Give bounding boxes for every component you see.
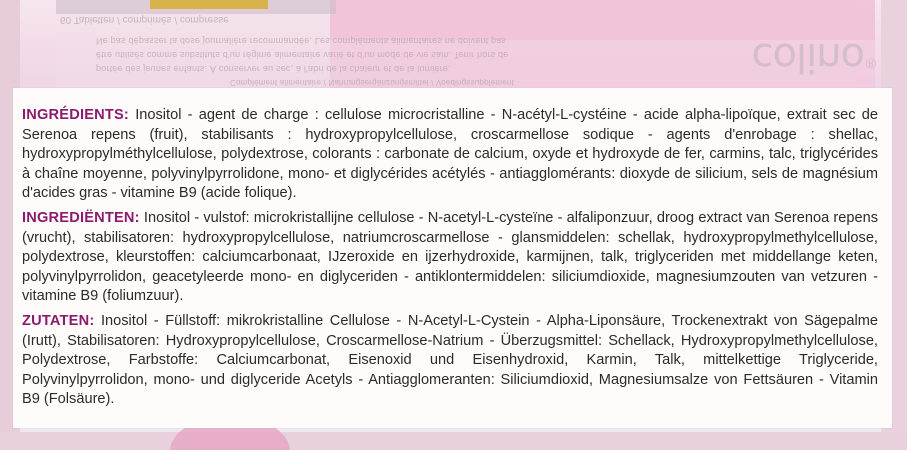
package-top-text-line-2: être utilisés comme substituts d'un régime alimentaire varié et d'un mode de vie sain. Tenir hors de <box>96 50 509 60</box>
ingredients-heading-de: ZUTATEN: <box>22 313 95 329</box>
brand-registered-mark: ® <box>864 54 877 71</box>
package-top-text-line-3: portée des jeunes enfants. À conserver au sec, à l'abri de la chaleur et de la lumière. <box>96 64 451 74</box>
ingredients-section-de <box>22 312 878 410</box>
brand-name: colino <box>751 34 864 80</box>
ingredients-section-nl <box>22 209 878 307</box>
package-top-text-line-4: Complément alimentaire / Nahrungsergänzungsmittel / Voedingssupplement <box>230 78 514 87</box>
package-bottom-edge <box>0 432 907 450</box>
package-side-text: 60 Tabletten / comprimés / compresse <box>60 14 229 25</box>
brand-logo <box>751 34 877 80</box>
ingredients-section-fr <box>22 106 878 204</box>
package-top-text-line-1: Ne pas dépasser la dose journalière recommandée. Les compléments alimentaires ne doivent pas <box>96 36 507 46</box>
ingredients-body-de: Inositol - Füllstoff: mikrokristalline Cellulose - N-Acetyl-L-Cystein - Alpha-Liponsäure, Trockenextrakt von Sägepalme (Irutt), Stabilisatoren: Hydroxypropylcellulose, Croscarmellose-Natrium - Überzugsmittel: Schellack, Hydroxypropylmethylcellulose, Polydextrose, Farbstoffe: Calciumcarbonat, Eisenoxid und Eisenhydroxid, Karmin, Talk, mittelkettige Triglyceride, Polyvinylpyrrolidon, mono- und diglyceride Acetyls - Antiagglomeranten: Siliciumdioxid, Magnesiumsalze von Fettsäuren - Vitamin B9 (Folsäure). <box>22 313 878 408</box>
ingredients-heading-nl: INGREDIËNTEN: <box>22 210 140 226</box>
ingredients-body-fr: Inositol - agent de charge : cellulose microcristalline - N-acétyl-L-cystéine - acide alpha-lipoïque, extrait sec de Serenoa repens (fruit), stabilisants : hydroxypropylcellulose, croscarmellose sodique - agents d'enrobage : shellac, hydroxypropylméthylcellulose, polydextrose, colorants : carbonate de calcium, oxyde et hydroxyde de fer, carmins, talc, triglycérides à chaîne moyenne, polyvinylpyrrolidone, mono- et diglycérides acétylés - antiagglomérants: dioxyde de silicium, sels de magnésium d'acides gras - vitamine B9 (acide folique). <box>22 107 878 202</box>
ingredients-heading-fr: INGRÉDIENTS: <box>22 107 129 123</box>
package-gold-accent-bar <box>150 0 268 9</box>
ingredients-body-nl: Inositol - vulstof: microkristallijne cellulose - N-acetyl-L-cysteïne - alfaliponzuur, droog extract van Serenoa repens (vrucht), stabilisatoren: hydroxypropylcellulose, natriumcroscarmellose - glansmiddelen: schellak, hydroxypropylmethylcellulose, polydextrose, kleurstoffen: calciumcarbonaat, IJzeroxide en ijzerhydroxide, karmijnen, talk, triglyceriden met middellange keten, polyvinylpyrrolidon, geacetyleerde mono- en diglyceriden - antiklontermiddelen: siliciumdioxide, magnesiumzouten van vetzuren - vitamine B9 (foliumzuur). <box>22 210 878 305</box>
